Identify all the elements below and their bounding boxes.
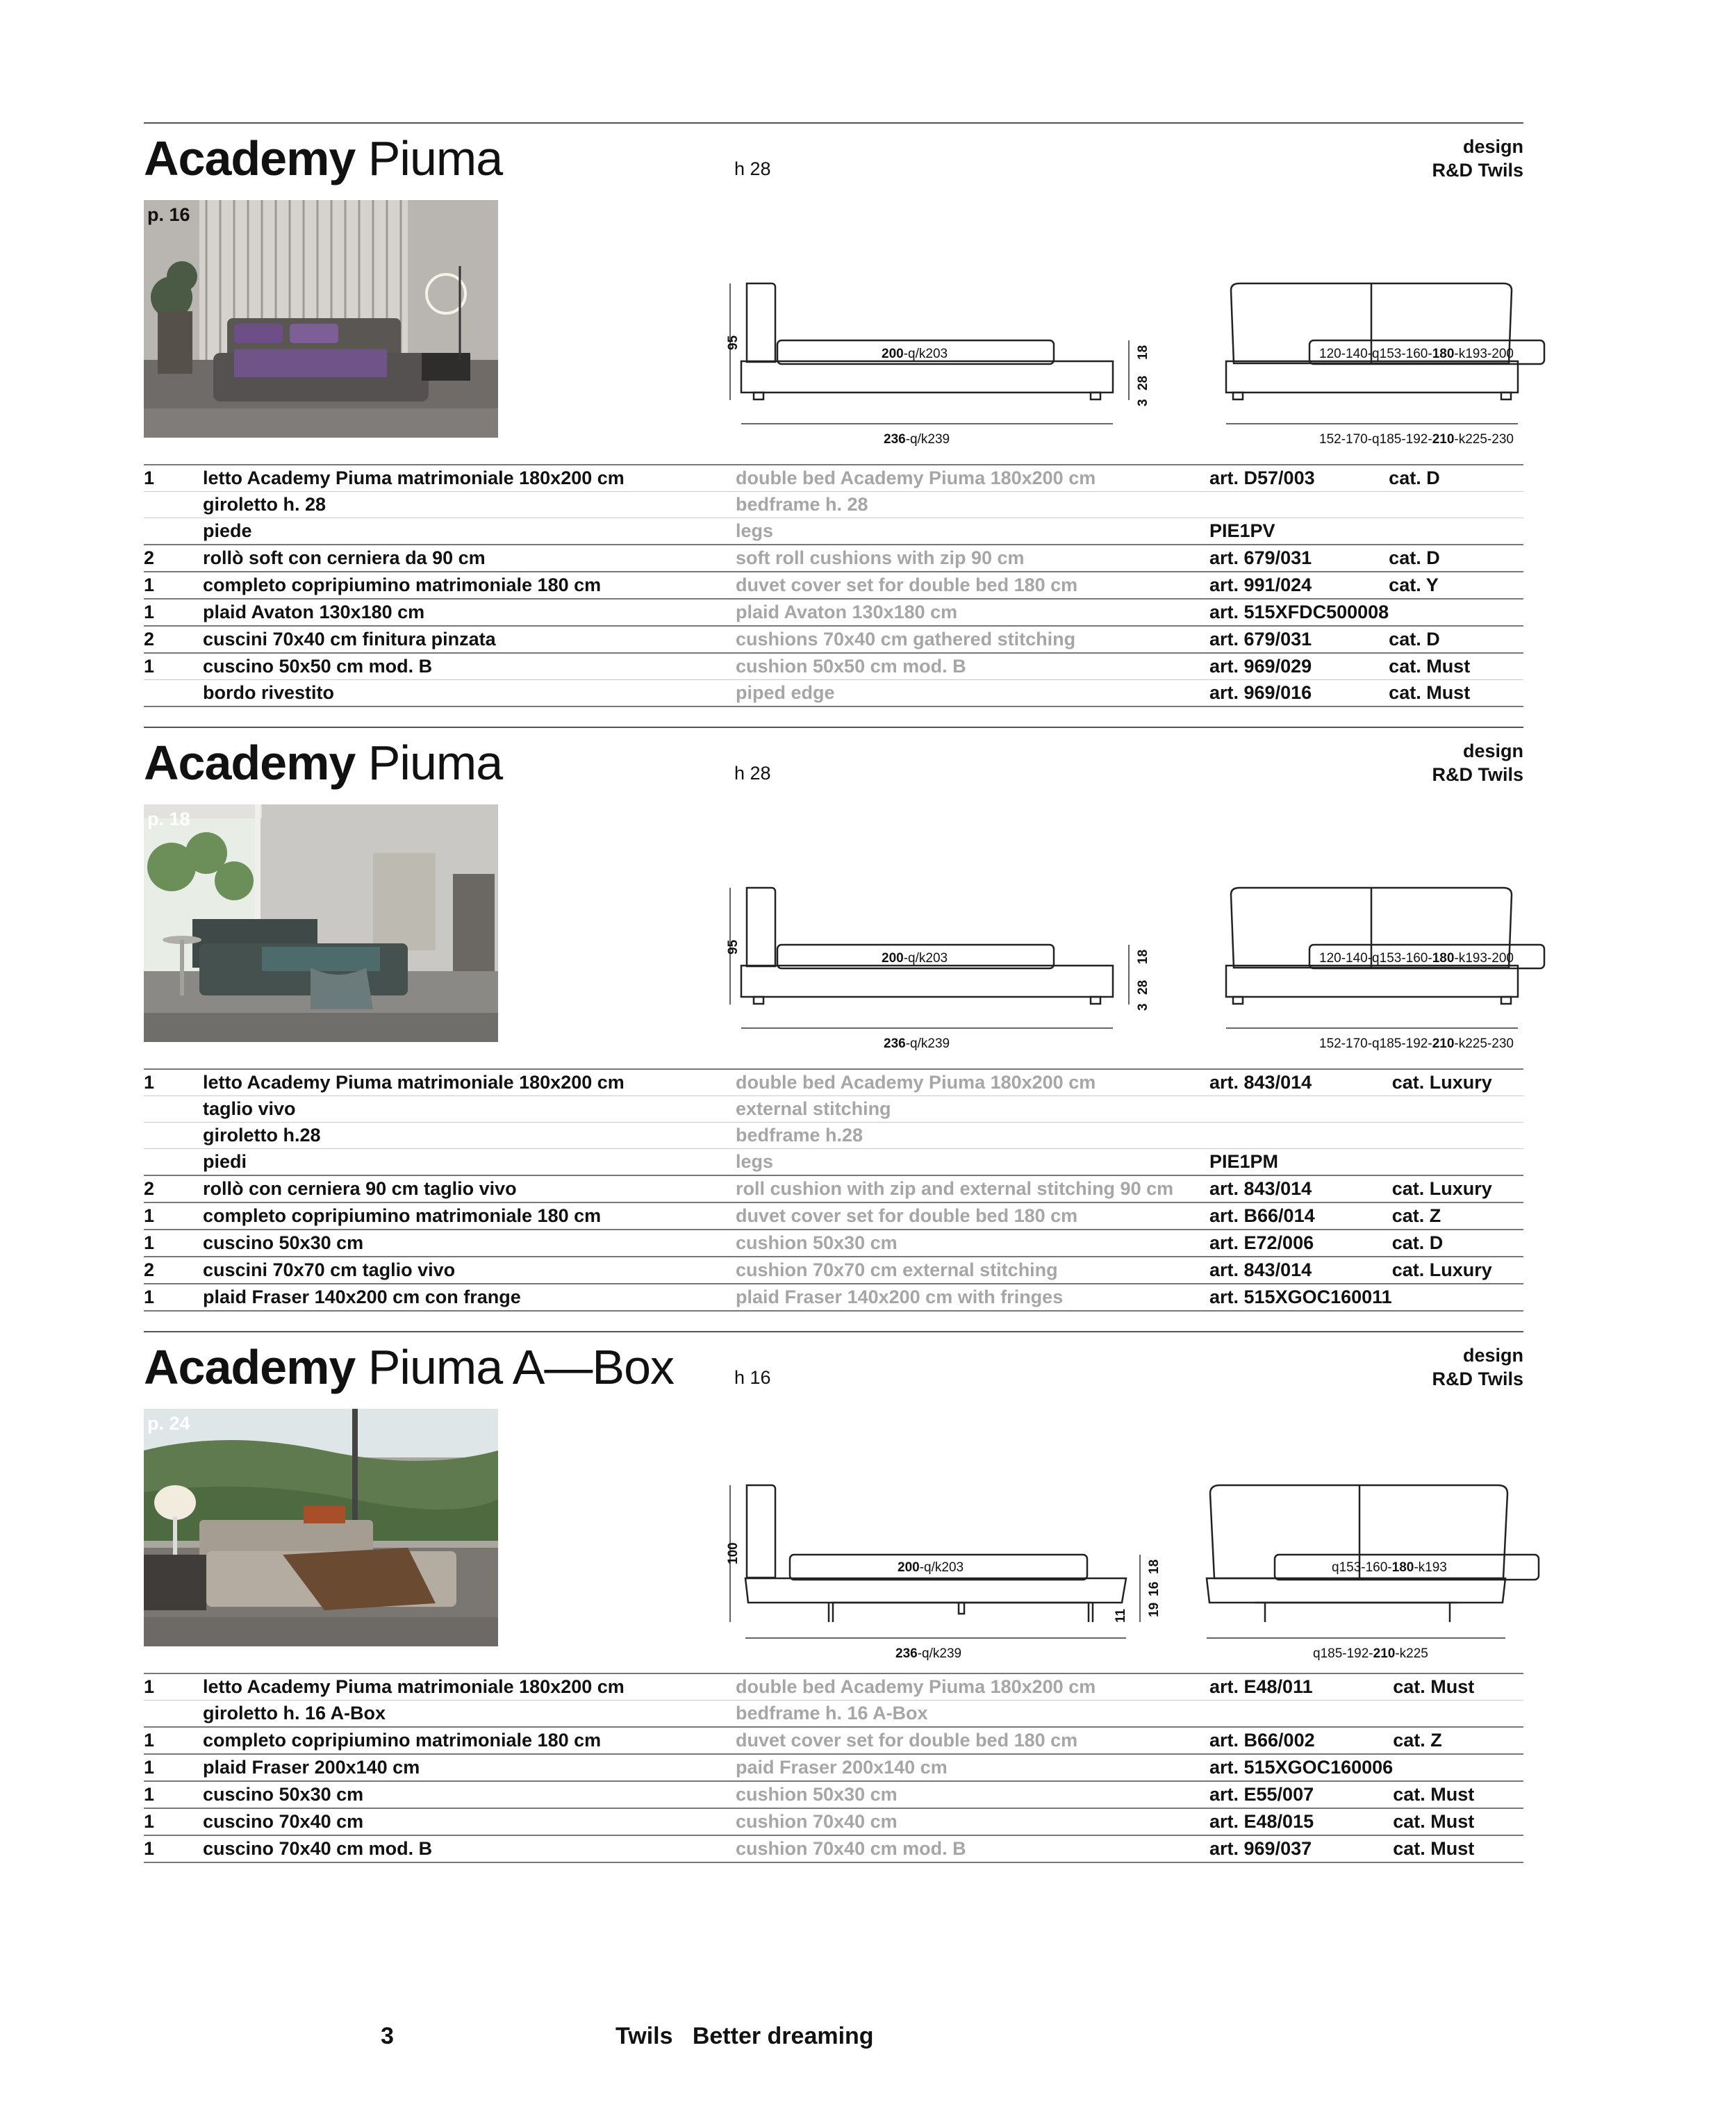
- page-reference: p. 16: [147, 204, 190, 225]
- technical-drawing: [720, 882, 1526, 1056]
- table-row: 1 plaid Fraser 200x140 cm paid Fraser 200x140 cm art. 515XGOC160006: [144, 1754, 1523, 1781]
- section-divider: [144, 727, 1523, 728]
- svg-text:28: 28: [1136, 979, 1150, 995]
- frame-height: h 16: [734, 1367, 771, 1388]
- svg-text:18: 18: [1136, 345, 1150, 360]
- svg-text:152-170-q185-192-210-k225-230: 152-170-q185-192-210-k225-230: [1319, 1036, 1514, 1051]
- table-row: 1 completo copripiumino matrimoniale 180 cm duvet cover set for double bed 180 cm art. 991/024 cat. Y: [144, 572, 1523, 599]
- table-row: giroletto h. 16 A-Box bedframe h. 16 A-Box: [144, 1701, 1523, 1728]
- table-row: giroletto h.28 bedframe h.28: [144, 1123, 1523, 1149]
- svg-text:95: 95: [726, 335, 741, 350]
- page-number: 3: [381, 2023, 394, 2049]
- design-credit: design R&D Twils: [1432, 741, 1523, 785]
- table-row: 1 cuscino 50x30 cm cushion 50x30 cm art. E72/006 cat. D: [144, 1230, 1523, 1257]
- svg-text:236-q/k239: 236-q/k239: [884, 432, 950, 447]
- svg-text:3: 3: [1136, 1003, 1150, 1011]
- technical-drawing: [720, 1480, 1526, 1661]
- section-divider: [144, 122, 1523, 124]
- product-photo: [144, 1409, 498, 1646]
- frame-height: h 28: [734, 763, 771, 784]
- svg-text:200-q/k203: 200-q/k203: [882, 951, 948, 966]
- table-row: 1 letto Academy Piuma matrimoniale 180x200 cm double bed Academy Piuma 180x200 cm art. E48/011 cat. Must: [144, 1673, 1523, 1701]
- product-title: Academy Piuma: [144, 131, 503, 185]
- components-table: [144, 464, 1523, 707]
- svg-text:236-q/k239: 236-q/k239: [884, 1036, 950, 1051]
- product-photo: [144, 200, 498, 438]
- svg-text:95: 95: [726, 939, 741, 954]
- table-row: 1 cuscino 70x40 cm cushion 70x40 cm art. E48/015 cat. Must: [144, 1808, 1523, 1835]
- svg-text:q185-192-210-k225: q185-192-210-k225: [1313, 1646, 1428, 1661]
- product-section-3: [144, 1331, 1523, 1918]
- table-row: 2 cuscini 70x40 cm finitura pinzata cushions 70x40 cm gathered stitching art. 679/031 cat. D: [144, 626, 1523, 653]
- svg-text:120-140-q153-160-180-k193-200: 120-140-q153-160-180-k193-200: [1319, 951, 1514, 966]
- table-row: bordo rivestito piped edge art. 969/016 cat. Must: [144, 680, 1523, 707]
- table-row: piede legs PIE1PV: [144, 518, 1523, 545]
- table-row: 1 completo copripiumino matrimoniale 180 cm duvet cover set for double bed 180 cm art. B66/014 cat. Z: [144, 1202, 1523, 1230]
- table-row: 1 completo copripiumino matrimoniale 180 cm duvet cover set for double bed 180 cm art. B66/002 cat. Z: [144, 1727, 1523, 1754]
- svg-text:200-q/k203: 200-q/k203: [898, 1560, 964, 1575]
- frame-height: h 28: [734, 158, 771, 179]
- svg-text:236-q/k239: 236-q/k239: [895, 1646, 962, 1661]
- page-reference: p. 18: [147, 809, 190, 829]
- svg-text:19: 19: [1147, 1602, 1162, 1617]
- svg-text:152-170-q185-192-210-k225-230: 152-170-q185-192-210-k225-230: [1319, 432, 1514, 447]
- svg-text:11: 11: [1114, 1608, 1128, 1623]
- product-section-1: [144, 122, 1523, 709]
- table-row: piedi legs PIE1PM: [144, 1149, 1523, 1176]
- table-row: 2 cuscini 70x70 cm taglio vivo cushion 70x70 cm external stitching art. 843/014 cat. Luxury: [144, 1257, 1523, 1284]
- svg-text:18: 18: [1147, 1559, 1162, 1574]
- design-credit: design R&D Twils: [1432, 1345, 1523, 1389]
- product-title: Academy Piuma: [144, 736, 503, 790]
- section-divider: [144, 1331, 1523, 1332]
- svg-text:3: 3: [1136, 399, 1150, 406]
- table-row: giroletto h. 28 bedframe h. 28: [144, 492, 1523, 518]
- product-photo: [144, 804, 498, 1042]
- table-row: 1 cuscino 70x40 cm mod. B cushion 70x40 cm mod. B art. 969/037 cat. Must: [144, 1835, 1523, 1862]
- components-table: [144, 1068, 1523, 1312]
- bed-dimension-diagram: [720, 882, 1526, 1056]
- bed-dimension-diagram: [720, 278, 1526, 452]
- product-title: Academy Piuma A—Box: [144, 1340, 675, 1394]
- svg-text:120-140-q153-160-180-k193-200: 120-140-q153-160-180-k193-200: [1319, 347, 1514, 361]
- table-row: 1 letto Academy Piuma matrimoniale 180x200 cm double bed Academy Piuma 180x200 cm art. 843/014 cat. Luxury: [144, 1069, 1523, 1096]
- table-row: 1 plaid Avaton 130x180 cm plaid Avaton 130x180 cm art. 515XFDC500008: [144, 599, 1523, 626]
- table-row: 2 rollò soft con cerniera da 90 cm soft roll cushions with zip 90 cm art. 679/031 cat. D: [144, 545, 1523, 572]
- table-row: taglio vivo external stitching: [144, 1096, 1523, 1123]
- page-reference: p. 24: [147, 1413, 190, 1434]
- table-row: 2 rollò con cerniera 90 cm taglio vivo roll cushion with zip and external stitching 90 cm art. 843/014 cat. Luxury: [144, 1175, 1523, 1202]
- svg-text:16: 16: [1147, 1581, 1162, 1596]
- table-row: 1 plaid Fraser 140x200 cm con frange plaid Fraser 140x200 cm with fringes art. 515XGOC160011: [144, 1284, 1523, 1311]
- svg-text:200-q/k203: 200-q/k203: [882, 347, 948, 361]
- product-section-2: [144, 727, 1523, 1314]
- table-row: 1 cuscino 50x50 cm mod. B cushion 50x50 cm mod. B art. 969/029 cat. Must: [144, 653, 1523, 680]
- components-table: [144, 1673, 1523, 1863]
- svg-text:100: 100: [726, 1542, 741, 1564]
- bed-dimension-diagram: [720, 1480, 1526, 1660]
- table-row: 1 cuscino 50x30 cm cushion 50x30 cm art. E55/007 cat. Must: [144, 1781, 1523, 1808]
- svg-text:q153-160-180-k193: q153-160-180-k193: [1332, 1560, 1447, 1575]
- table-row: 1 letto Academy Piuma matrimoniale 180x200 cm double bed Academy Piuma 180x200 cm art. D57/003 cat. D: [144, 465, 1523, 492]
- svg-text:18: 18: [1136, 949, 1150, 964]
- design-credit: design R&D Twils: [1432, 136, 1523, 181]
- svg-text:28: 28: [1136, 375, 1150, 390]
- footer-brand: Twils Better dreaming: [615, 2023, 874, 2049]
- technical-drawing: [720, 278, 1526, 452]
